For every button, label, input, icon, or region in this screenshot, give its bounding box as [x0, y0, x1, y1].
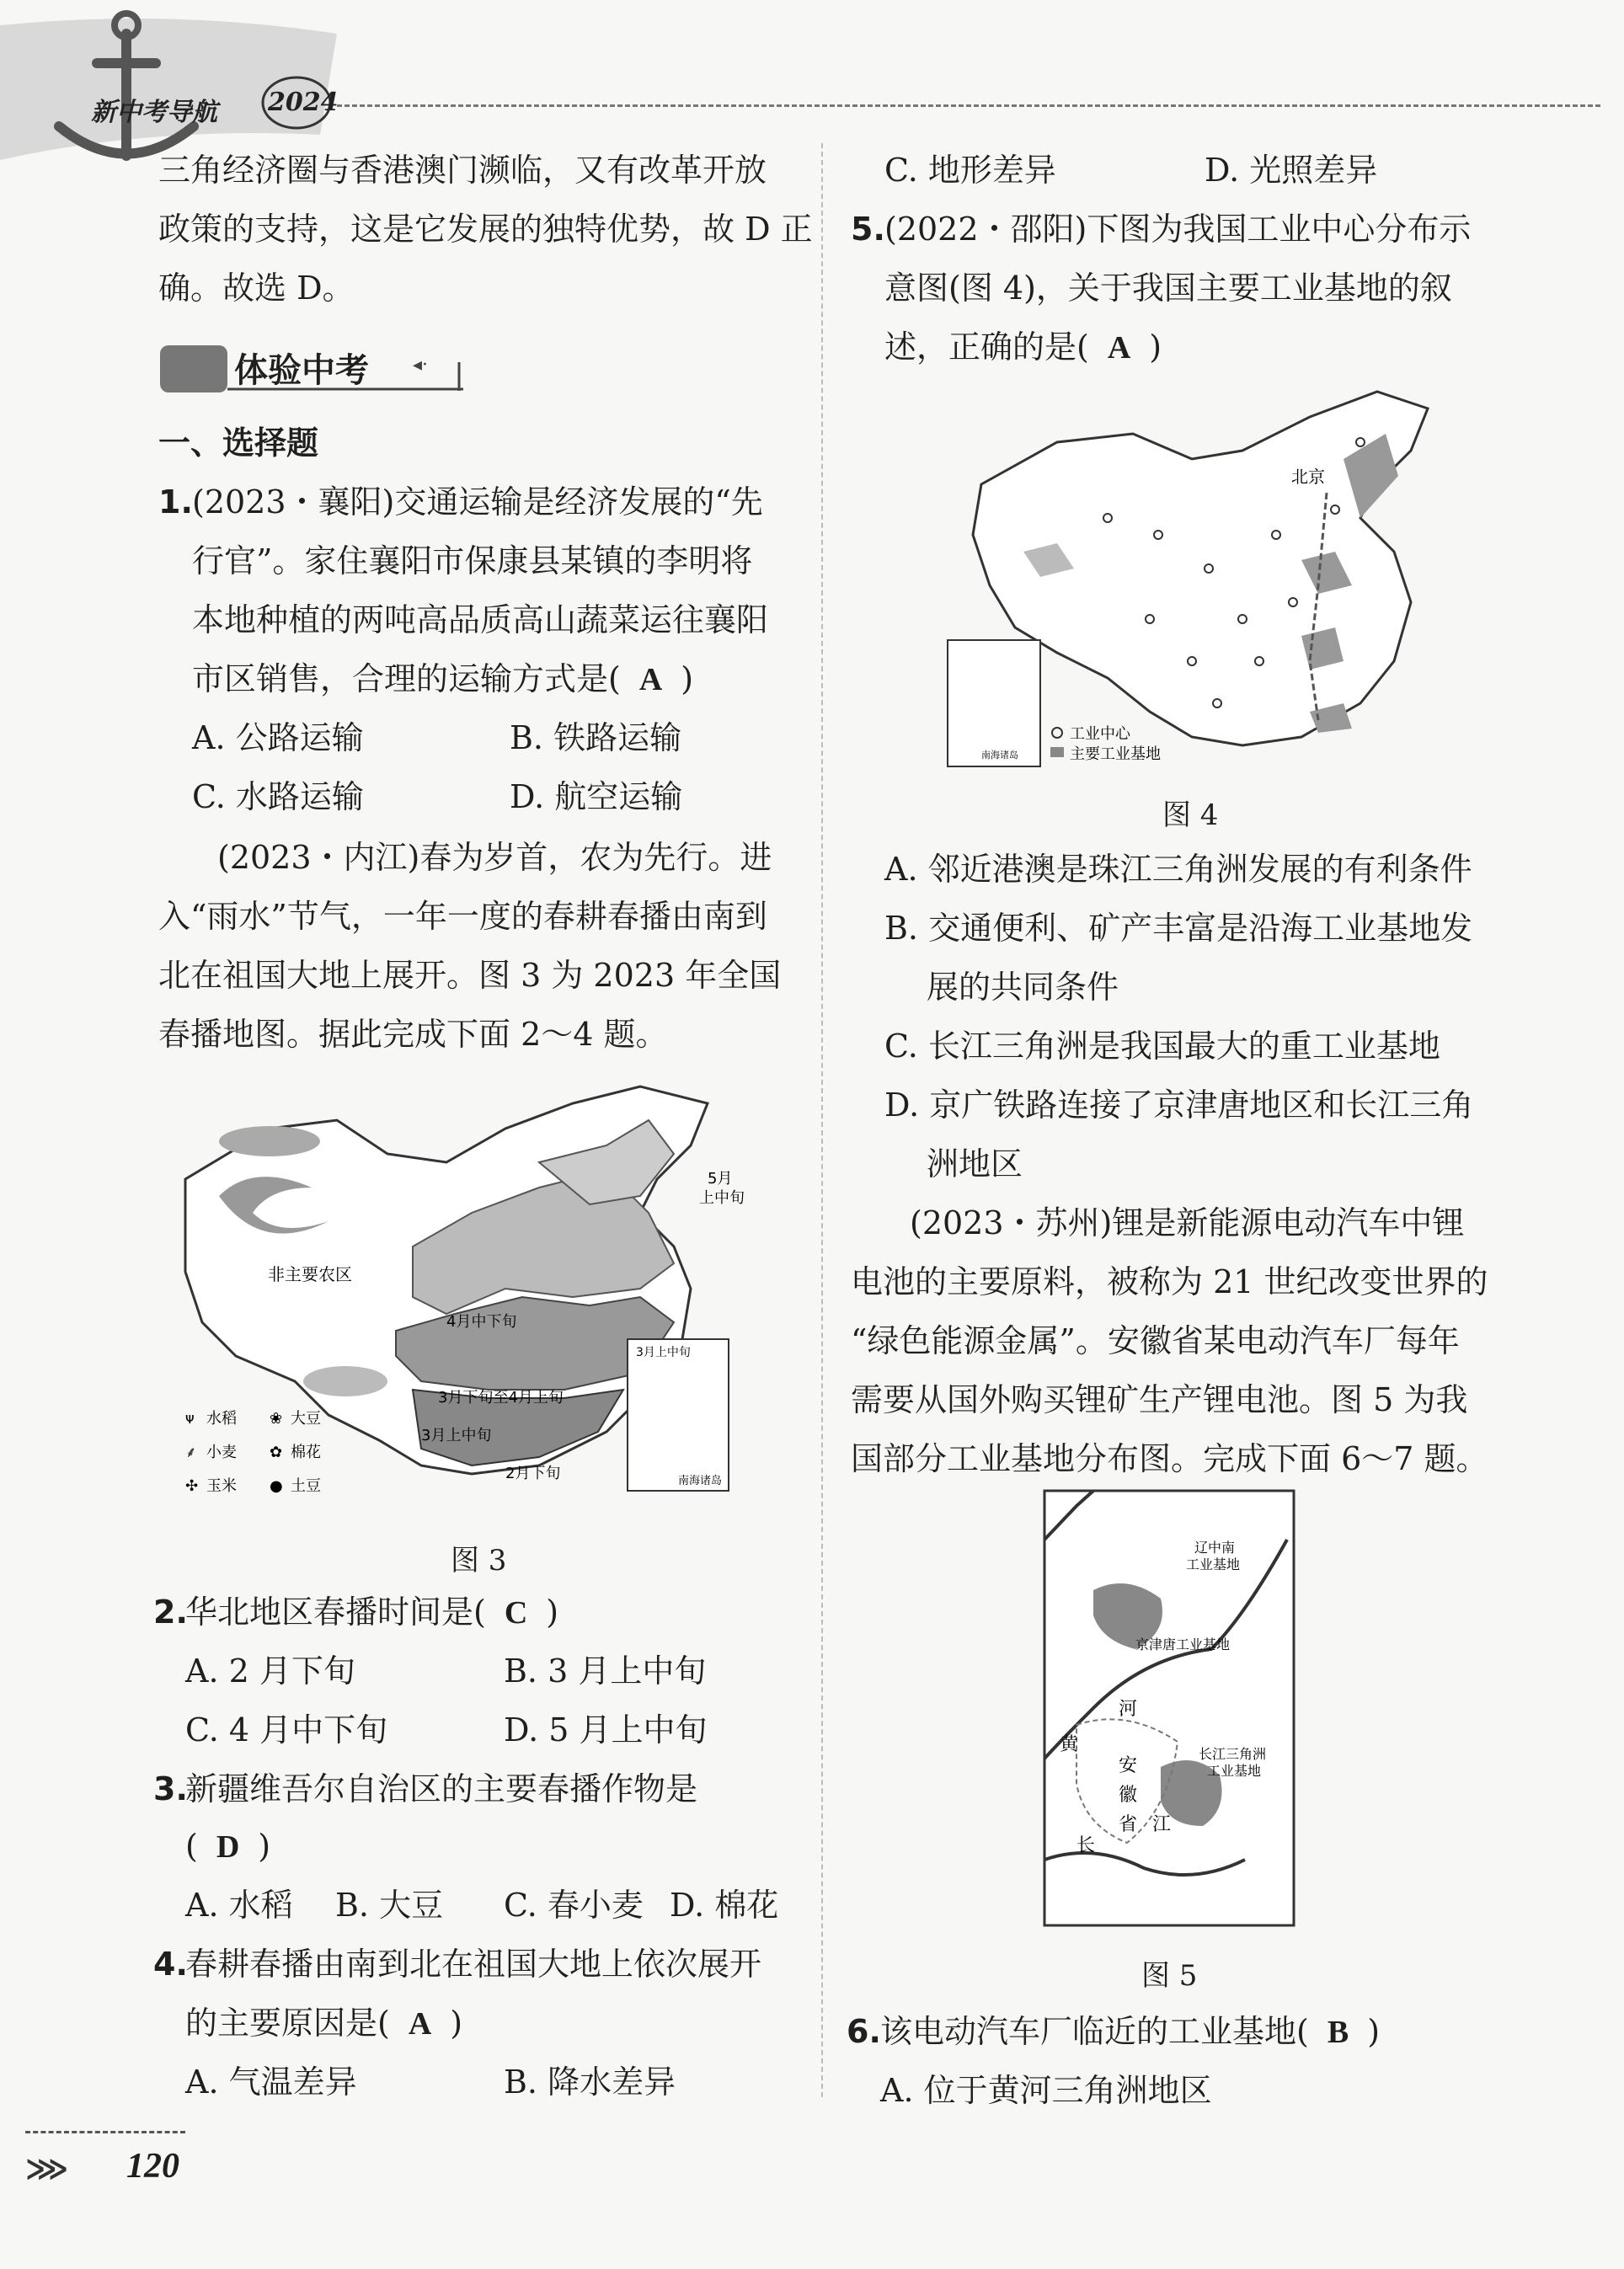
fig5-sheng: 省 — [1119, 1814, 1138, 1835]
q5-answer: A — [1107, 330, 1131, 366]
q6-option-a: A. 位于黄河三角洲地区 — [880, 2072, 1212, 2109]
q1-answer: A — [638, 662, 663, 697]
section-title: 体验中考 — [234, 351, 369, 390]
q3-answer-line: ( D ) — [185, 1828, 271, 1865]
cont-line-1: 三角经济圈与香港澳门濒临，又有改革开放 — [158, 152, 767, 189]
q6-line: 该电动汽车厂临近的工业基地( B ) — [880, 2013, 1381, 2050]
fig4-inset-name: 南海诸岛 — [981, 750, 1018, 761]
intro6-line-5: 国部分工业基地分布图。完成下面 6～7 题。 — [851, 1440, 1488, 1477]
q1-line-2: 行官”。家住襄阳市保康县某镇的李明将 — [192, 542, 753, 579]
figure-4-map — [939, 383, 1461, 771]
header-divider — [337, 104, 1600, 107]
q5-num: 5. — [851, 211, 885, 248]
fig3-apr: 4月中下旬 — [446, 1313, 517, 1331]
q1-line-3: 本地种植的两吨高品质高山蔬菜运往襄阳 — [192, 601, 769, 638]
intro6-line-3: “绿色能源金属”。安徽省某电动汽车厂每年 — [851, 1322, 1460, 1359]
legend-cotton-icon: ✿ — [270, 1444, 283, 1461]
q1-option-c: C. 水路运输 — [192, 778, 364, 815]
q4-option-b: B. 降水差异 — [504, 2063, 676, 2101]
q4-option-a: A. 气温差异 — [185, 2063, 357, 2101]
q2-answer: C — [504, 1595, 528, 1631]
fig3-inset-name: 南海诸岛 — [678, 1475, 723, 1487]
q2-option-a: A. 2 月下旬 — [185, 1652, 355, 1690]
fig5-jjt: 京津唐工业基地 — [1135, 1636, 1231, 1652]
fig3-legend-1: 大豆 — [291, 1410, 321, 1428]
fig4-caption: 图 4 — [1162, 798, 1219, 832]
fig3-legend-2: 小麦 — [206, 1444, 237, 1461]
intro6-line-1: (2023・苏州)锂是新能源电动汽车中锂 — [910, 1204, 1465, 1241]
q4-line-2: 的主要原因是( A ) — [185, 2005, 463, 2042]
intro2-line-4: 春播地图。据此完成下面 2～4 题。 — [158, 1016, 668, 1053]
fig3-marapr: 3月下旬至4月上旬 — [438, 1389, 564, 1407]
fig3-legend-0: 水稻 — [206, 1410, 237, 1428]
q5-line-3: 述，正确的是( A ) — [884, 328, 1162, 366]
q1-line-4: 市区销售，合理的运输方式是( A ) — [192, 660, 694, 697]
fig5-caption: 图 5 — [1141, 1959, 1198, 1993]
fig3-mar: 3月上中旬 — [421, 1427, 492, 1444]
part-title: 一、选择题 — [158, 424, 319, 462]
fig4-beijing: 北京 — [1291, 467, 1325, 487]
q1-option-b: B. 铁路运输 — [510, 719, 682, 756]
q5-option-a: A. 邻近港澳是珠江三角洲发展的有利条件 — [884, 851, 1472, 888]
page-header — [0, 0, 1624, 168]
fig4-legend-1: 主要工业基地 — [1070, 745, 1161, 763]
q3-option-c: C. 春小麦 — [504, 1887, 644, 1924]
legend-potato-icon: ● — [270, 1477, 283, 1495]
footer-arrows-icon: ⋙ — [25, 2152, 69, 2186]
fig3-nonfarm: 非主要农区 — [268, 1264, 352, 1284]
column-divider — [821, 143, 823, 2097]
q5-line-1: (2022・邵阳)下图为我国工业中心分布示 — [884, 211, 1472, 248]
intro2-line-1: (2023・内江)春为岁首，农为先行。进 — [217, 839, 772, 876]
fig3-legend — [185, 1410, 321, 1495]
legend-corn-icon: ✣ — [185, 1477, 199, 1495]
fig3-inset-label: 3月上中旬 — [636, 1346, 691, 1359]
fig3-may2: 上中旬 — [699, 1189, 745, 1207]
fig3-legend-4: 玉米 — [206, 1477, 237, 1495]
fig5-he: 河 — [1119, 1699, 1138, 1720]
q6-num: 6. — [847, 2013, 881, 2050]
figure-3-map — [168, 1070, 792, 1533]
fig5-huang: 黄 — [1060, 1734, 1079, 1755]
legend-wheat-icon: ⸙ — [185, 1444, 197, 1461]
q6-answer: B — [1327, 2015, 1349, 2050]
intro2-line-2: 入“雨水”节气，一年一度的春耕春播由南到 — [158, 898, 767, 935]
fig5-yrd: 长江三角洲 — [1199, 1746, 1267, 1762]
fig3-legend-5: 土豆 — [291, 1477, 321, 1495]
q3-answer: D — [216, 1829, 240, 1865]
q4-option-c: C. 地形差异 — [884, 152, 1056, 189]
fig5-jiang: 江 — [1152, 1814, 1172, 1835]
q5-line-2: 意图(图 4)，关于我国主要工业基地的叙 — [884, 270, 1452, 307]
intro6-line-2: 电池的主要原料，被称为 21 世纪改变世界的 — [851, 1263, 1488, 1300]
q3-line: 新疆维吾尔自治区的主要春播作物是 — [185, 1770, 698, 1807]
q1-line-1: (2023・襄阳)交通运输是经济发展的“先 — [192, 483, 763, 521]
fig4-legend-0: 工业中心 — [1070, 725, 1130, 743]
q2-line: 华北地区春播时间是( C ) — [185, 1594, 559, 1631]
q2-option-d: D. 5 月上中旬 — [504, 1711, 708, 1748]
q4-line-1: 春耕春播由南到北在祖国大地上依次展开 — [185, 1946, 762, 1983]
fig3-may: 5月 — [708, 1170, 733, 1188]
q2-option-c: C. 4 月中下旬 — [185, 1711, 388, 1748]
header-year: 2024 — [268, 88, 339, 117]
page-number: 120 — [126, 2147, 179, 2186]
fig5-yrd2: 工业基地 — [1207, 1763, 1262, 1779]
cont-line-2: 政策的支持，这是它发展的独特优势，故 D 正 — [158, 211, 813, 248]
fig3-caption: 图 3 — [451, 1544, 507, 1578]
q3-option-a: A. 水稻 — [185, 1887, 293, 1924]
q3-option-d: D. 棉花 — [670, 1887, 779, 1924]
intro2-line-3: 北在祖国大地上展开。图 3 为 2023 年全国 — [158, 957, 782, 994]
q4-answer: A — [408, 2006, 432, 2042]
cont-line-3: 确。故选 D。 — [158, 270, 355, 307]
header-title: 新中考导航 — [91, 98, 217, 127]
svg-text:◂·: ◂· — [413, 355, 429, 376]
fig5-chang: 长 — [1076, 1835, 1096, 1856]
q4-num: 4. — [153, 1946, 188, 1983]
intro6-line-4: 需要从国外购买锂矿生产锂电池。图 5 为我 — [851, 1381, 1468, 1418]
q5-option-b: B. 交通便利、矿产丰富是沿海工业基地发 — [884, 910, 1473, 947]
q3-num: 3. — [153, 1770, 188, 1807]
figure-5-map — [1043, 1489, 1295, 1927]
fig3-legend-3: 棉花 — [291, 1444, 321, 1461]
q5-option-d-cont: 洲地区 — [927, 1145, 1023, 1183]
legend-rice-icon: ᴪ — [185, 1410, 195, 1428]
q5-option-c: C. 长江三角洲是我国最大的重工业基地 — [884, 1028, 1440, 1065]
legend-soy-icon: ❀ — [270, 1410, 283, 1428]
q5-option-b-cont: 展的共同条件 — [927, 969, 1119, 1006]
fig5-hui: 徽 — [1119, 1785, 1138, 1806]
q2-option-b: B. 3 月上中旬 — [504, 1652, 707, 1690]
q1-option-d: D. 航空运输 — [510, 778, 683, 815]
footer-divider — [25, 2131, 185, 2133]
fig5-liaozhongnan2: 工业基地 — [1186, 1556, 1241, 1572]
fig5-an: 安 — [1119, 1755, 1138, 1776]
q1-num: 1. — [158, 483, 193, 521]
q5-option-d: D. 京广铁路连接了京津唐地区和长江三角 — [884, 1086, 1474, 1124]
q1-option-a: A. 公路运输 — [192, 719, 364, 756]
q2-num: 2. — [153, 1594, 188, 1631]
fig3-feb: 2月下旬 — [505, 1465, 561, 1482]
q3-option-b: B. 大豆 — [335, 1887, 444, 1924]
fig5-liaozhongnan: 辽中南 — [1194, 1540, 1236, 1556]
q4-option-d: D. 光照差异 — [1205, 152, 1378, 189]
